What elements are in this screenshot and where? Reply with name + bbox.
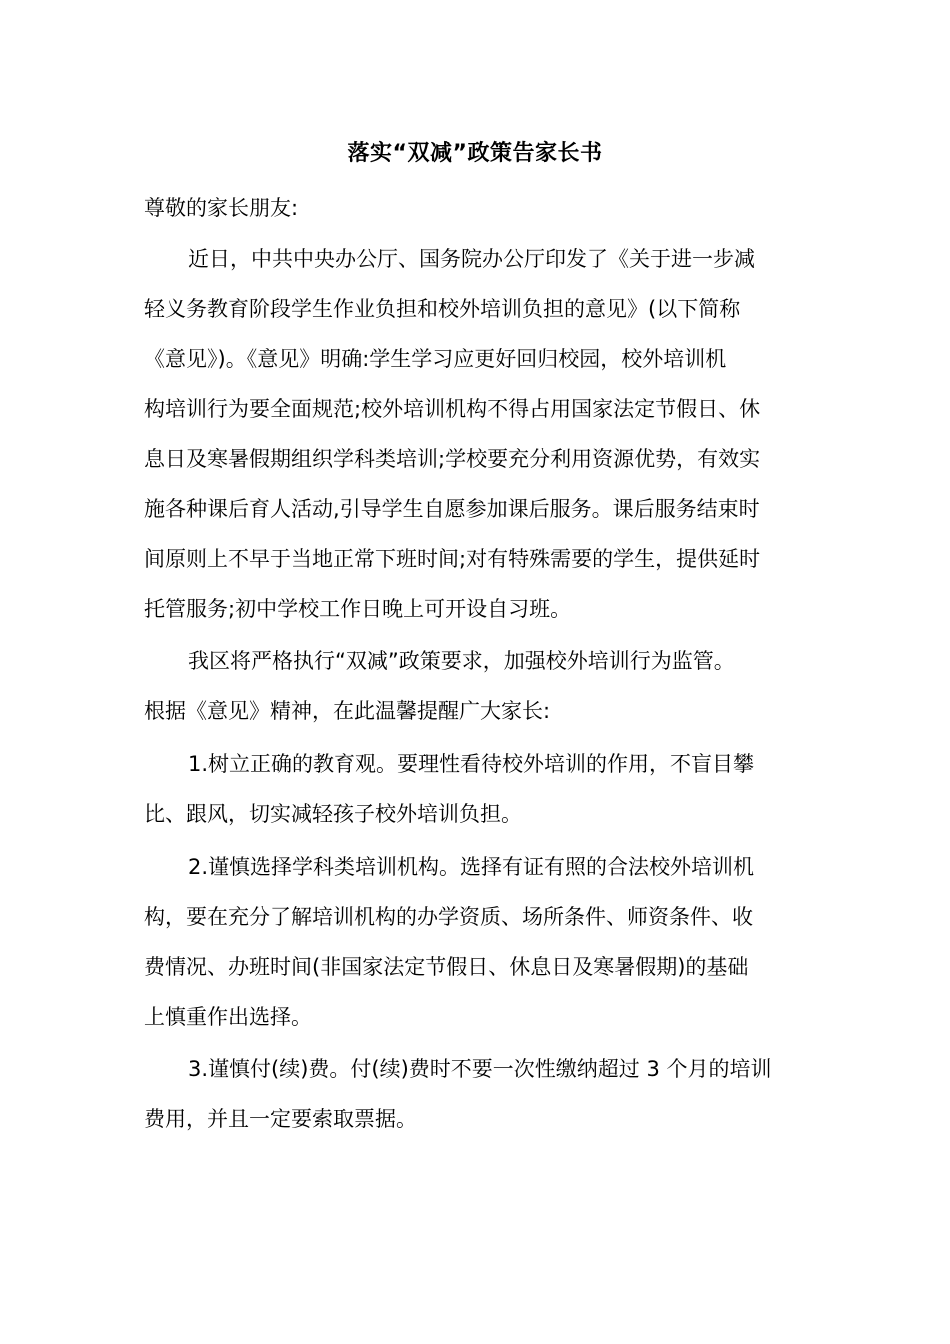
list-item-line: 费用，并且一定要索取票据。: [144, 1107, 417, 1131]
list-item-line: 上慎重作出选择。: [144, 1005, 312, 1029]
paragraph-line: 息日及寒暑假期组织学科类培训;学校要充分利用资源优势，有效实: [144, 447, 761, 471]
list-item-line: 1.树立正确的教育观。要理性看待校外培训的作用，不盲目攀: [188, 752, 755, 776]
paragraph-line: 间原则上不早于当地正常下班时间;对有特殊需要的学生，提供延时: [144, 547, 761, 571]
paragraph-line: 《意见》)。《意见》明确:学生学习应更好回归校园，校外培训机: [144, 347, 727, 371]
paragraph-line: 托管服务;初中学校工作日晚上可开设自习班。: [144, 597, 572, 621]
paragraph-line: 构培训行为要全面规范;校外培训机构不得占用国家法定节假日、休: [144, 397, 761, 421]
paragraph-line: 近日，中共中央办公厅、国务院办公厅印发了《关于进一步减: [188, 247, 755, 271]
paragraph-line: 轻义务教育阶段学生作业负担和校外培训负担的意见》(以下简称: [144, 297, 741, 321]
salutation: 尊敬的家长朋友:: [144, 196, 299, 220]
document-title: 落实“双减”政策告家长书: [347, 141, 603, 166]
list-item-line: 2.谨慎选择学科类培训机构。选择有证有照的合法校外培训机: [188, 855, 755, 879]
list-item-line: 构，要在充分了解培训机构的办学资质、场所条件、师资条件、收: [144, 905, 753, 929]
list-item-line: 比、跟风，切实减轻孩子校外培训负担。: [144, 802, 522, 826]
paragraph-line: 我区将严格执行“双减”政策要求，加强校外培训行为监管。: [188, 649, 735, 673]
paragraph-line: 施各种课后育人活动,引导学生自愿参加课后服务。课后服务结束时: [144, 497, 760, 521]
list-item-line: 费情况、办班时间(非国家法定节假日、休息日及寒暑假期)的基础: [144, 955, 749, 979]
list-item-line: 3.谨慎付(续)费。付(续)费时不要一次性缴纳超过 3 个月的培训: [188, 1057, 772, 1081]
paragraph-line: 根据《意见》精神，在此温馨提醒广大家长:: [144, 699, 551, 723]
